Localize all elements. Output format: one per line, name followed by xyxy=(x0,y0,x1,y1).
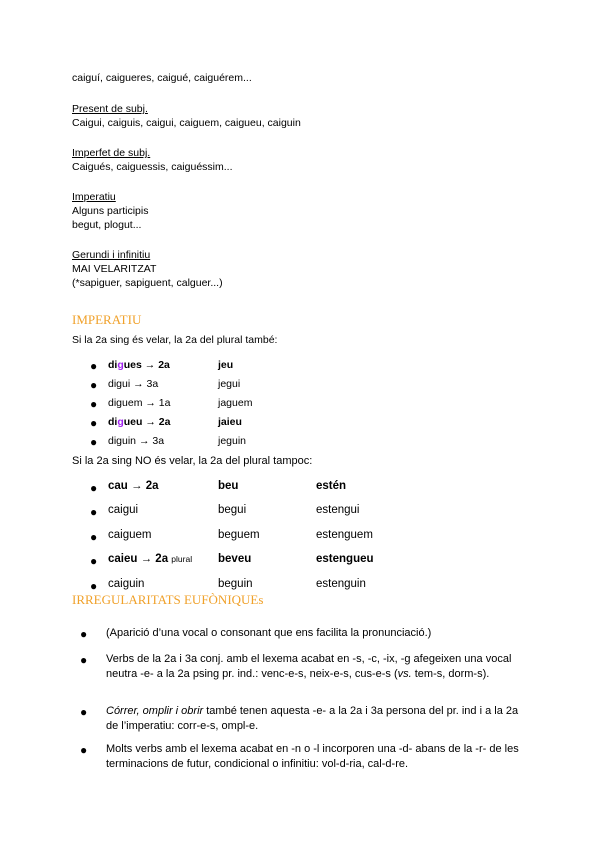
bullet-icon: ● xyxy=(80,627,88,641)
verb-caure: caiguem xyxy=(108,529,152,541)
present-subj-label: Present de subj. xyxy=(72,103,148,115)
imperfet-subj-label: Imperfet de subj. xyxy=(72,147,151,159)
verb-estendre: estenguin xyxy=(316,578,366,590)
bullet-icon: ● xyxy=(90,397,98,411)
bullet-icon: ● xyxy=(90,378,98,392)
gerundi-label: Gerundi i infinitiu xyxy=(72,249,151,261)
verb-caure: caigui xyxy=(108,504,139,516)
verb-beure: beguem xyxy=(218,529,260,541)
verb-beure: beu xyxy=(218,480,239,492)
velar-example: jaieu xyxy=(218,416,242,428)
bullet-icon: ● xyxy=(90,359,98,373)
bullet-icon: ● xyxy=(80,743,88,757)
verb-beure: beguin xyxy=(218,578,253,590)
present-subj-forms: Caigui, caiguis, caigui, caiguem, caigueu, caiguin xyxy=(72,117,301,129)
velar-form: diguin → 3a xyxy=(108,435,165,447)
bullet-icon: ● xyxy=(90,554,98,568)
velar-example: jeguin xyxy=(218,435,247,447)
bullet-icon: ● xyxy=(90,481,98,495)
velar-example: jaguem xyxy=(218,397,253,409)
verb-estendre: estenguem xyxy=(316,529,373,541)
imperatiu-heading: IMPERATIU xyxy=(72,312,142,327)
imperfet-subj-forms: Caigués, caiguessis, caiguéssim... xyxy=(72,161,233,173)
irregularitats-heading: IRREGULARITATS EUFÒNIQUEs xyxy=(72,592,264,607)
no-velar-intro: Si la 2a sing NO és velar, la 2a del plural tampoc: xyxy=(72,455,313,467)
verb-estendre: estengui xyxy=(316,504,360,516)
verb-estendre: estén xyxy=(316,480,347,492)
paragraph-correr: Córrer, omplir i obrir també tenen aquesta -e- a la 2a i 3a persona del pr. ind i a la 2a de l’imperatiu: corr-e-s, ompl-e. xyxy=(106,705,519,732)
bullet-icon: ● xyxy=(90,505,98,519)
bullet-icon: ● xyxy=(90,416,98,430)
bullet-icon: ● xyxy=(80,705,88,719)
verb-caure: cau → 2a xyxy=(108,480,159,492)
verb-estendre: estengueu xyxy=(316,553,374,565)
velar-example: jeu xyxy=(218,359,234,371)
velar-form: digueu → 2a xyxy=(108,416,171,428)
preterit-forms: caiguí, caigueres, caigué, caiguérem... xyxy=(72,72,252,84)
bullet-icon: ● xyxy=(90,579,98,593)
bullet-icon: ● xyxy=(90,435,98,449)
paragraph-verbs-2a-3a: Verbs de la 2a i 3a conj. amb el lexema acabat en -s, -c, -ix, -g afegeixen una vocal neutra -e- a la 2a psing pr. ind.: venc-e-s, neix-e-s, cus-e-s (vs. tem-s, dorm-s). xyxy=(106,653,512,680)
sapiguer-note: (*sapiguer, sapiguent, calguer...) xyxy=(72,277,223,289)
participis-label: Alguns participis xyxy=(72,205,149,217)
paragraph-lexema-n-l: Molts verbs amb el lexema acabat en -n o -l incorporen una -d- abans de la -r- de les terminacions de futur, condicional o infinitiu: vol-d-ria, cal-d-re. xyxy=(106,743,519,770)
bullet-icon: ● xyxy=(90,530,98,544)
verb-caure: caiguin xyxy=(108,578,145,590)
mai-velaritzat: MAI VELARITZAT xyxy=(72,263,157,275)
velar-example: jegui xyxy=(218,378,241,390)
verb-caure: caieu → 2a plural xyxy=(108,553,193,565)
bullet-icon: ● xyxy=(80,653,88,667)
paragraph-aparicio: (Aparició d’una vocal o consonant que ens facilita la pronunciació.) xyxy=(106,627,432,639)
verb-beure: begui xyxy=(218,504,247,516)
velar-form: digui → 3a xyxy=(108,378,159,390)
velar-intro: Si la 2a sing és velar, la 2a del plural també: xyxy=(72,334,278,346)
verb-beure: beveu xyxy=(218,553,252,565)
participis-forms: begut, plogut... xyxy=(72,219,142,231)
velar-form: diguem → 1a xyxy=(108,397,171,409)
imperatiu-label: Imperatiu xyxy=(72,191,116,203)
velar-form: digues → 2a xyxy=(108,359,170,371)
